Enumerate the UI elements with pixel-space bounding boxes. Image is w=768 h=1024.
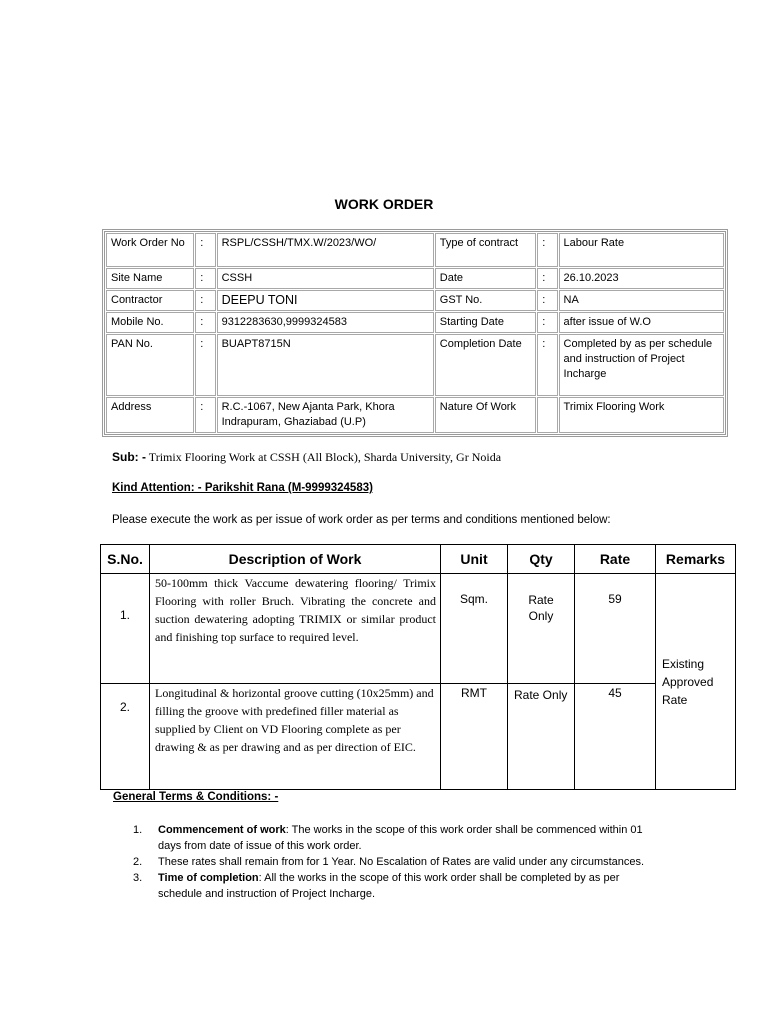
subject-text: Trimix Flooring Work at CSSH (All Block), Sharda University, Gr Noida xyxy=(146,450,502,464)
info-row-work-order-no xyxy=(106,233,724,267)
row-description: 50-100mm thick Vaccume dewatering flooring/ Trimix Flooring with roller Bruch. Vibrating the concrete and suction dewatering adopting TRIMIX or similar product and finishing top surface to required level. xyxy=(150,574,441,684)
header-rate: Rate xyxy=(575,545,656,574)
info-value: Trimix Flooring Work xyxy=(559,397,724,433)
info-value: 26.10.2023 xyxy=(559,268,724,289)
table-row xyxy=(101,684,736,790)
term-text: Commencement of work: The works in the scope of this work order shall be commenced within 01 days from date of issue of this work order. xyxy=(158,824,643,852)
subject-line xyxy=(112,450,501,465)
info-label: Mobile No. xyxy=(106,312,194,333)
info-value: R.C.-1067, New Ajanta Park, Khora Indrapuram, Ghaziabad (U.P) xyxy=(217,397,434,433)
info-label: PAN No. xyxy=(106,334,194,396)
term-number: 1. xyxy=(133,824,143,836)
info-label: Contractor xyxy=(106,290,194,311)
info-value: DEEPU TONI xyxy=(217,290,434,311)
info-row-pan-no xyxy=(106,334,724,396)
info-colon: : xyxy=(537,312,557,333)
info-colon: : xyxy=(195,268,215,289)
info-label: Completion Date xyxy=(435,334,536,396)
info-colon: : xyxy=(195,233,215,267)
info-row-site-name xyxy=(106,268,724,289)
info-colon: : xyxy=(195,290,215,311)
header-remarks: Remarks xyxy=(656,545,736,574)
row-description: Longitudinal & horizontal groove cutting (10x25mm) and filling the groove with predefined filler material as supplied by Client on VD Flooring complete as per drawing & as per drawing and as per direction of EIC. xyxy=(150,684,441,790)
row-unit: Sqm. xyxy=(441,574,508,684)
terms-heading: General Terms & Conditions: - xyxy=(113,791,279,803)
info-value: BUAPT8715N xyxy=(217,334,434,396)
info-value: NA xyxy=(559,290,724,311)
term-text: These rates shall remain from for 1 Year. No Escalation of Rates are valid under any circumstances. xyxy=(158,856,645,868)
header-qty: Qty xyxy=(508,545,575,574)
info-label: Address xyxy=(106,397,194,433)
terms-list xyxy=(133,822,653,902)
term-text: Time of completion: All the works in the scope of this work order shall be completed by as per schedule and instruction of Project Incharge. xyxy=(158,872,620,900)
info-colon: : xyxy=(195,334,215,396)
header-unit: Unit xyxy=(441,545,508,574)
info-label: GST No. xyxy=(435,290,536,311)
info-value: 9312283630,9999324583 xyxy=(217,312,434,333)
info-row-address xyxy=(106,397,724,433)
intro-text: Please execute the work as per issue of work order as per terms and conditions mentioned below: xyxy=(112,514,611,526)
info-colon: : xyxy=(195,312,215,333)
row-unit: RMT xyxy=(441,684,508,790)
info-row-mobile-no xyxy=(106,312,724,333)
row-qty: Rate Only xyxy=(508,574,575,684)
table-row xyxy=(101,574,736,684)
work-items-table xyxy=(100,544,736,790)
row-sno: 1. xyxy=(101,574,150,684)
header-sno: S.No. xyxy=(101,545,150,574)
info-value: RSPL/CSSH/TMX.W/2023/WO/ xyxy=(217,233,434,267)
term-number: 3. xyxy=(133,872,143,884)
page-title: WORK ORDER xyxy=(334,196,434,212)
work-order-info-table xyxy=(102,229,728,437)
row-sno: 2. xyxy=(101,684,150,790)
list-item xyxy=(133,822,653,854)
term-number: 2. xyxy=(133,856,143,868)
info-colon: : xyxy=(537,290,557,311)
info-value: after issue of W.O xyxy=(559,312,724,333)
list-item xyxy=(133,854,653,870)
subject-label: Sub: - xyxy=(112,450,146,464)
info-label: Date xyxy=(435,268,536,289)
info-colon: : xyxy=(537,334,557,396)
info-label: Site Name xyxy=(106,268,194,289)
row-remarks: Existing Approved Rate xyxy=(656,574,736,790)
info-value: Labour Rate xyxy=(559,233,724,267)
info-label: Type of contract xyxy=(435,233,536,267)
info-value: CSSH xyxy=(217,268,434,289)
work-table-header xyxy=(101,545,736,574)
kind-attention: Kind Attention: - Parikshit Rana (M-9999324583) xyxy=(112,482,373,494)
row-rate: 45 xyxy=(575,684,656,790)
info-label: Nature Of Work xyxy=(435,397,536,433)
list-item xyxy=(133,870,653,902)
info-row-contractor xyxy=(106,290,724,311)
info-value: Completed by as per schedule and instruction of Project Incharge xyxy=(559,334,724,396)
info-label: Work Order No xyxy=(106,233,194,267)
row-qty: Rate Only xyxy=(508,684,575,790)
info-colon xyxy=(537,397,557,433)
row-rate: 59 xyxy=(575,574,656,684)
info-label: Starting Date xyxy=(435,312,536,333)
info-colon: : xyxy=(195,397,215,433)
header-description: Description of Work xyxy=(150,545,441,574)
info-colon: : xyxy=(537,268,557,289)
info-colon: : xyxy=(537,233,557,267)
